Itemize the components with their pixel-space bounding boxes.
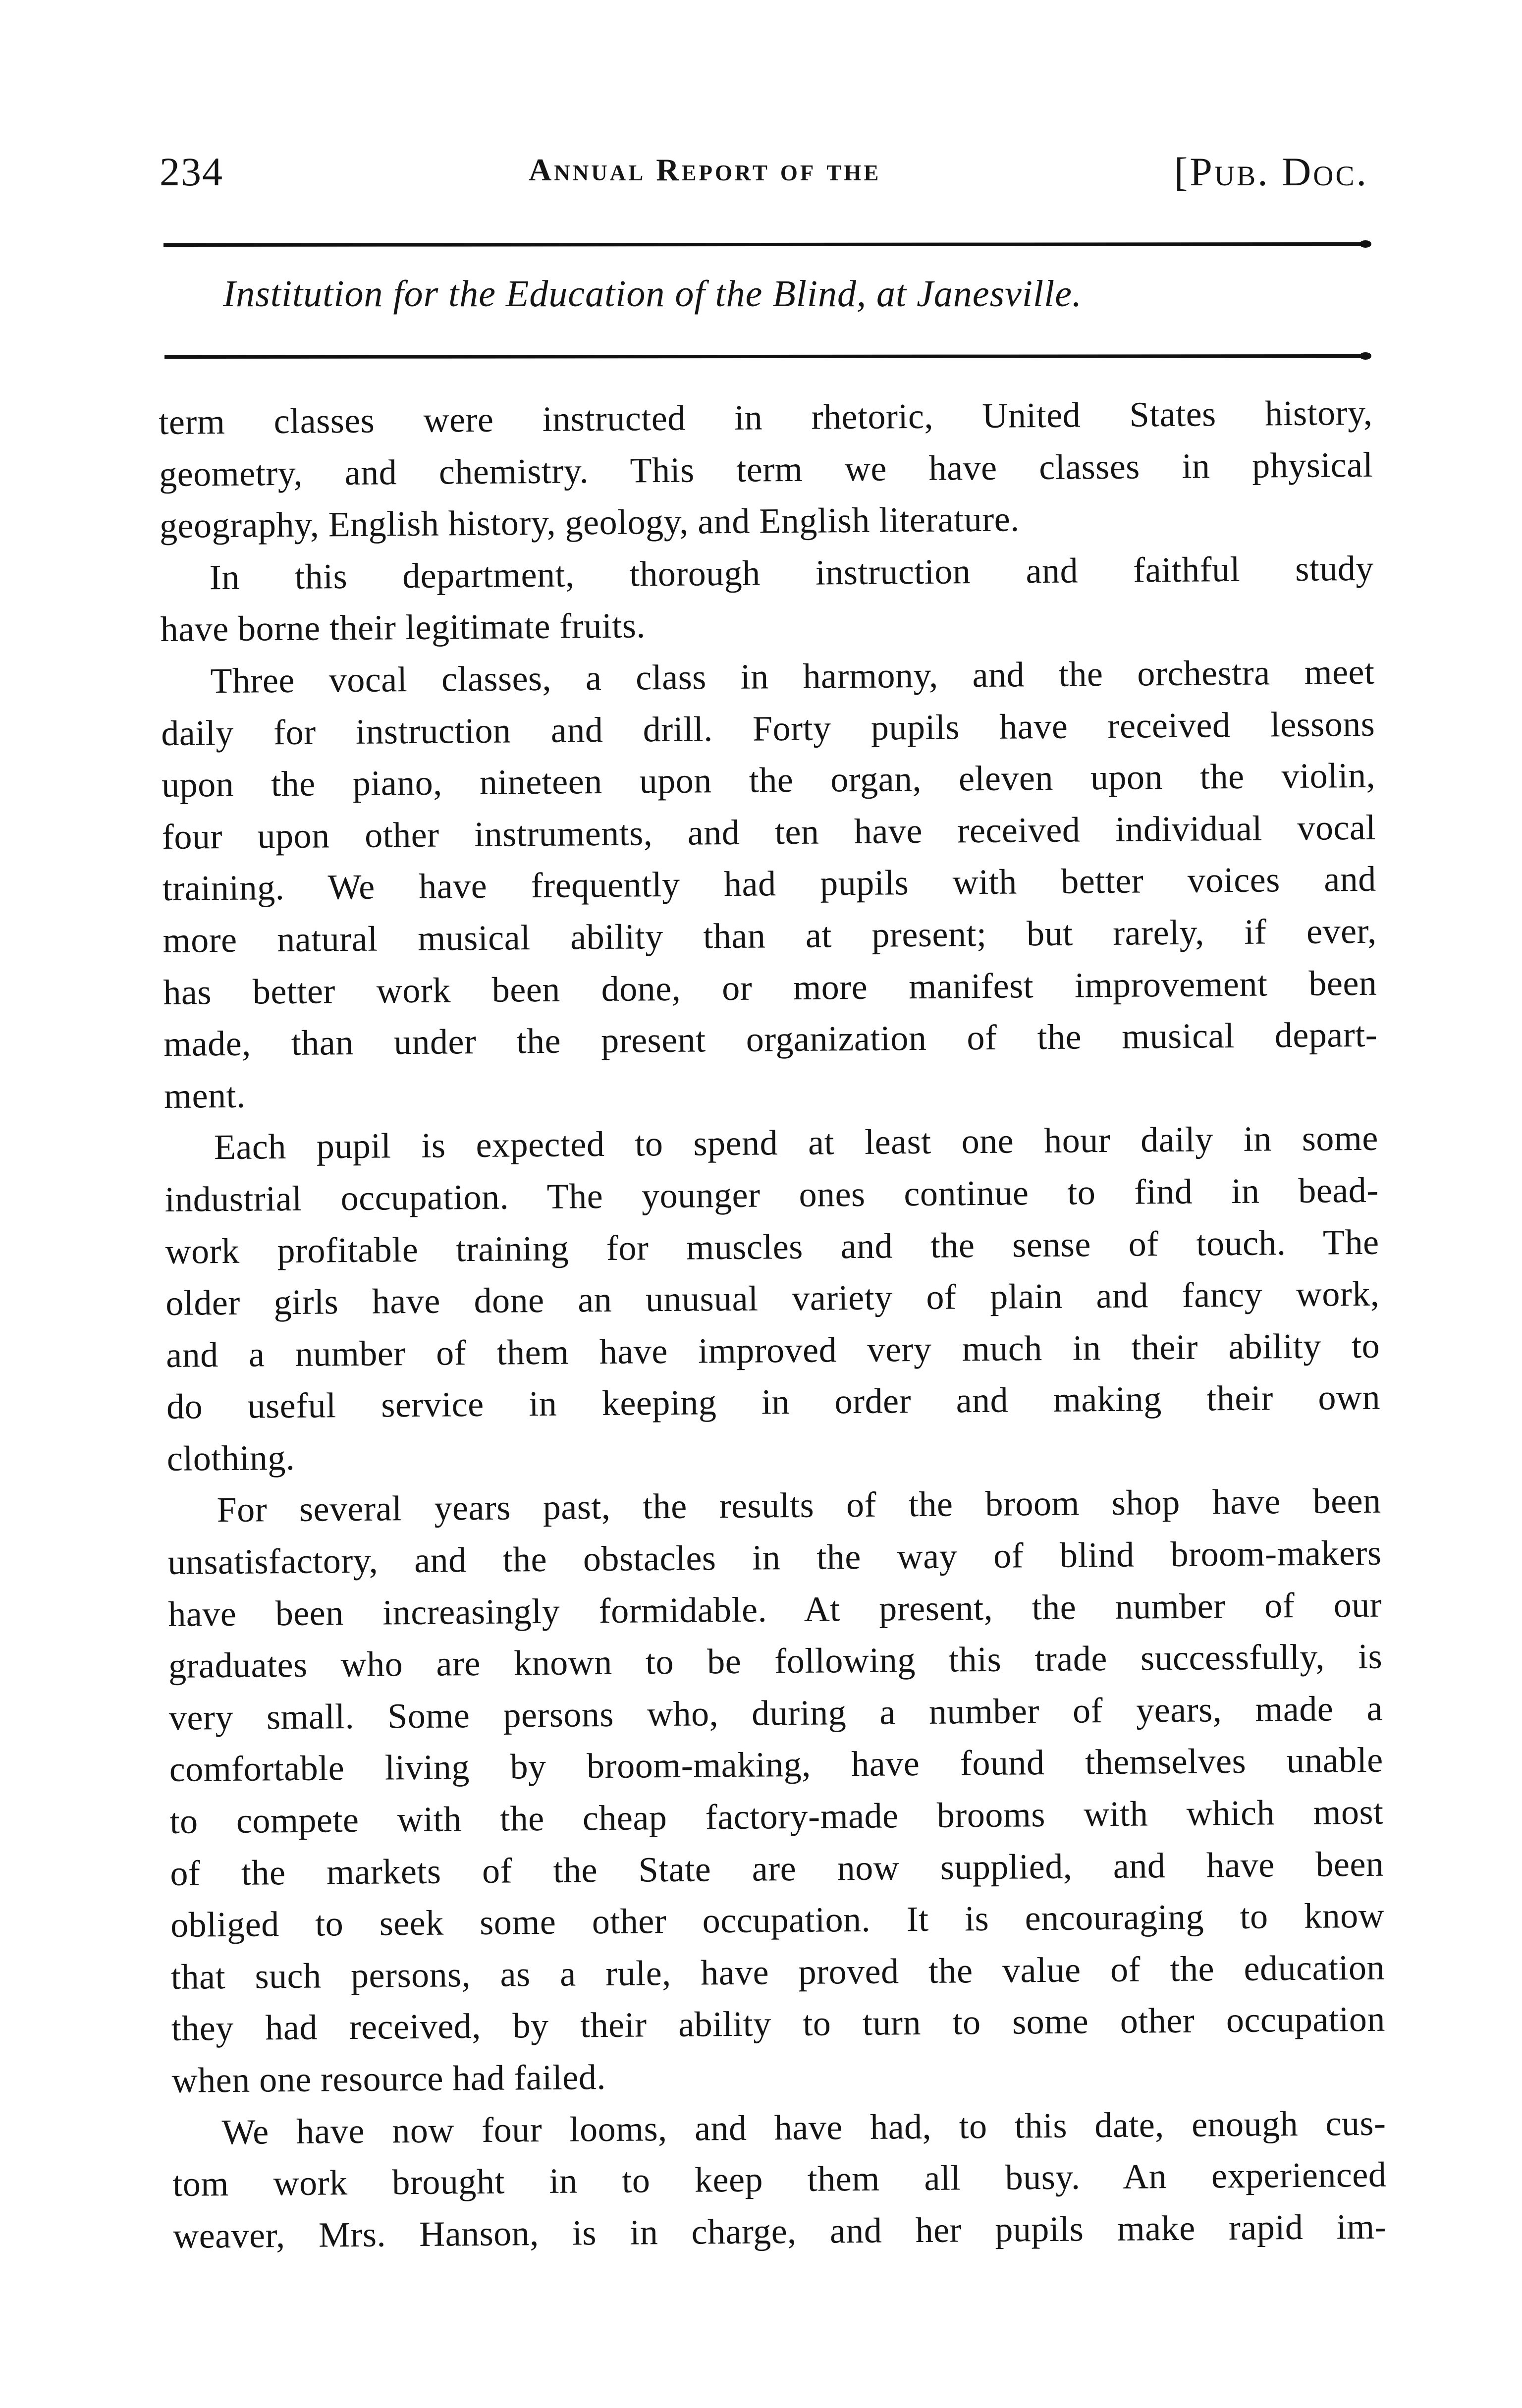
text-line: work profitable training for muscles and the sense of touch. The: [165, 1222, 1379, 1271]
text-line: obliged to seek some other occupation. It is encouraging to know: [170, 1895, 1385, 1945]
text-line: In this department, thorough instruction and faithful study: [209, 548, 1374, 597]
text-line: has better work been done, or more manifest improvement been: [163, 963, 1377, 1012]
text-line: more natural musical ability than at present; but rarely, if ever,: [163, 911, 1377, 960]
text-line: ment.: [163, 1075, 246, 1116]
running-title: Annual Report of the: [529, 152, 881, 187]
text-line: do useful service in keeping in order and making their own: [166, 1377, 1381, 1427]
text-line: industrial occupation. The younger ones continue to find in bead-: [164, 1170, 1379, 1219]
text-line: upon the piano, nineteen upon the organ, eleven upon the violin,: [161, 755, 1376, 805]
text-line: of the markets of the State are now supplied, and have been: [170, 1844, 1384, 1893]
text-line: comfortable living by broom-making, have found themselves unable: [169, 1740, 1384, 1790]
text-line: graduates who are known to be following this trade successfully, is: [168, 1636, 1383, 1686]
text-line: have been increasingly formidable. At present, the number of our: [167, 1585, 1382, 1634]
text-line: We have now four looms, and have had, to this date, enough cus-: [221, 2103, 1386, 2152]
text-line: tom work brought in to keep them all busy. An experienced: [172, 2154, 1387, 2204]
text-line: that such persons, as a rule, have proved the value of the education: [170, 1947, 1385, 1997]
text-line: unsatisfactory, and the obstacles in the way of blind broom-makers: [167, 1532, 1382, 1582]
text-line: very small. Some persons who, during a number of years, made a: [168, 1688, 1383, 1738]
text-line: weaver, Mrs. Hanson, is in charge, and her pupils make rapid im-: [172, 2206, 1387, 2256]
header-rule-bottom: [164, 354, 1365, 359]
text-line: Three vocal classes, a class in harmony, and the orchestra meet: [210, 652, 1375, 701]
text-line: geography, English history, geology, and English literature.: [159, 499, 1020, 546]
header-rule-top: [163, 242, 1365, 247]
text-line: For several years past, the results of the broom shop have been: [217, 1481, 1381, 1530]
text-line: to compete with the cheap factory-made brooms with which most: [169, 1792, 1384, 1841]
text-line: Each pupil is expected to spend at least one hour daily in some: [214, 1118, 1379, 1167]
text-line: made, than under the present organization of the musical depart-: [163, 1014, 1378, 1064]
body-text: [159, 387, 1387, 2262]
document-reference: [Pub. Doc.: [1174, 149, 1368, 194]
section-subtitle: Institution for the Education of the Blind, at Janesville.: [223, 273, 1082, 315]
text-line: training. We have frequently had pupils with better voices and: [162, 859, 1377, 909]
text-line: four upon other instruments, and ten have received individual vocal: [162, 807, 1376, 857]
text-line: clothing.: [166, 1437, 295, 1478]
text-line: daily for instruction and drill. Forty pupils have received lessons: [161, 704, 1375, 753]
text-line: geometry, and chemistry. This term we have classes in physical: [159, 444, 1373, 494]
text-line: have borne their legitimate fruits.: [160, 605, 646, 650]
text-line: they had received, by their ability to turn to some other occupation: [171, 1999, 1386, 2049]
text-line: and a number of them have improved very much in their ability to: [165, 1325, 1380, 1375]
text-line: when one resource had failed.: [171, 2057, 606, 2100]
text-line: older girls have done an unusual variety of plain and fancy work,: [165, 1273, 1380, 1323]
text-line: term classes were instructed in rhetoric, United States history,: [159, 392, 1373, 442]
page-header: [160, 149, 1368, 203]
page-number: 234: [160, 149, 223, 194]
